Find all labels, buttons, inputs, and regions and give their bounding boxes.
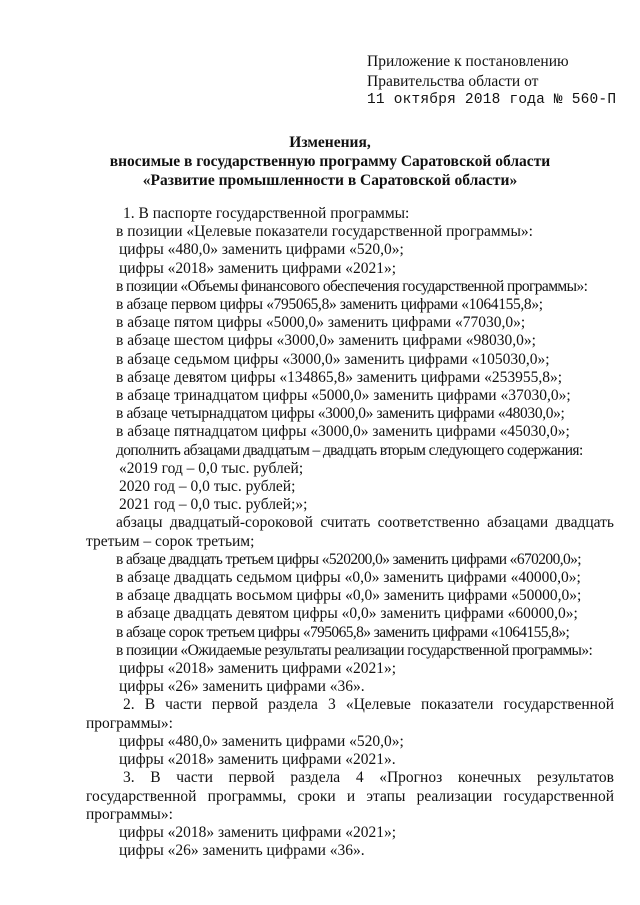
body-line: 2021 год – 0,0 тыс. рублей;»; — [119, 496, 308, 514]
appendix-header — [367, 52, 616, 111]
body-line: в абзаце двадцать восьмом цифры «0,0» заменить цифрами «50000,0»; — [116, 587, 582, 605]
document-title — [80, 133, 580, 190]
body-line: в абзаце двадцать девятом цифры «0,0» заменить цифрами «60000,0»; — [116, 605, 578, 623]
body-line: в позиции «Целевые показатели государственной программы»: — [116, 223, 533, 241]
appendix-line-2: Правительства области от — [367, 72, 539, 90]
body-line: в абзаце сорок третьем цифры «795065,8» заменить цифрами «1064155,8»; — [116, 623, 570, 641]
body-line: в абзаце первом цифры «795065,8» заменить цифрами «1064155,8»; — [116, 296, 543, 314]
body-line: в абзаце седьмом цифры «3000,0» заменить цифрами «105030,0»; — [116, 350, 550, 368]
body-line: 2020 год – 0,0 тыс. рублей; — [119, 478, 296, 496]
body-line: в позиции «Ожидаемые результаты реализации государственной программы»: — [116, 641, 593, 659]
body-line: цифры «2018» заменить цифрами «2021»; — [119, 823, 397, 841]
body-line: в абзаце пятнадцатом цифры «3000,0» заменить цифрами «45030,0»; — [116, 423, 570, 441]
body-line: государственной программы, сроки и этапы реализации государственной — [86, 787, 614, 805]
body-line: в абзаце четырнадцатом цифры «3000,0» заменить цифрами «48030,0»; — [116, 405, 565, 423]
body-line: в абзаце двадцать третьем цифры «520200,0» заменить цифрами «670200,0»; — [116, 550, 582, 568]
body-line: программы»: — [86, 714, 173, 732]
body-line: цифры «26» заменить цифрами «36». — [119, 842, 365, 860]
body-line: в позиции «Объемы финансового обеспечения государственной программы»: — [116, 277, 588, 295]
body-line: «2019 год – 0,0 тыс. рублей; — [119, 459, 304, 477]
body-line: цифры «2018» заменить цифрами «2021». — [119, 751, 396, 769]
body-line: в абзаце тринадцатом цифры «5000,0» заменить цифрами «37030,0»; — [116, 387, 571, 405]
paragraph-3-heading: 3. В части первой раздела 4 «Прогноз конечных результатов — [123, 769, 614, 787]
appendix-date-number: 11 октября 2018 года № 560-П — [367, 92, 617, 108]
body-line: в абзаце двадцать седьмом цифры «0,0» заменить цифрами «40000,0»; — [116, 569, 581, 587]
body-line: цифры «2018» заменить цифрами «2021»; — [119, 259, 397, 277]
body-line: цифры «480,0» заменить цифрами «520,0»; — [119, 732, 404, 750]
body-line: цифры «26» заменить цифрами «36». — [119, 678, 365, 696]
paragraph-1-heading: 1. В паспорте государственной программы: — [123, 205, 410, 222]
document-body — [86, 205, 614, 860]
body-line: абзацы двадцатый-сороковой считать соответственно абзацами двадцать — [116, 514, 614, 532]
body-line: третьим – сорок третьим; — [86, 532, 255, 550]
body-line: дополнить абзацами двадцатым – двадцать вторым следующего содержания: — [116, 441, 583, 459]
body-line: цифры «480,0» заменить цифрами «520,0»; — [119, 241, 404, 259]
body-line: в абзаце пятом цифры «5000,0» заменить цифрами «77030,0»; — [116, 314, 526, 332]
paragraph-2-heading: 2. В части первой раздела 3 «Целевые показатели государственной — [123, 696, 614, 714]
title-line-1: Изменения, — [289, 134, 371, 151]
body-line: программы»: — [86, 805, 173, 823]
body-line: в абзаце девятом цифры «134865,8» заменить цифрами «253955,8»; — [116, 368, 563, 386]
body-line: цифры «2018» заменить цифрами «2021»; — [119, 660, 397, 678]
title-line-3: «Развитие промышленности в Саратовской области» — [142, 172, 518, 189]
appendix-line-1: Приложение к постановлению — [367, 53, 569, 70]
body-line: в абзаце шестом цифры «3000,0» заменить цифрами «98030,0»; — [116, 332, 536, 350]
title-line-2: вносимые в государственную программу Саратовской области — [109, 153, 551, 170]
